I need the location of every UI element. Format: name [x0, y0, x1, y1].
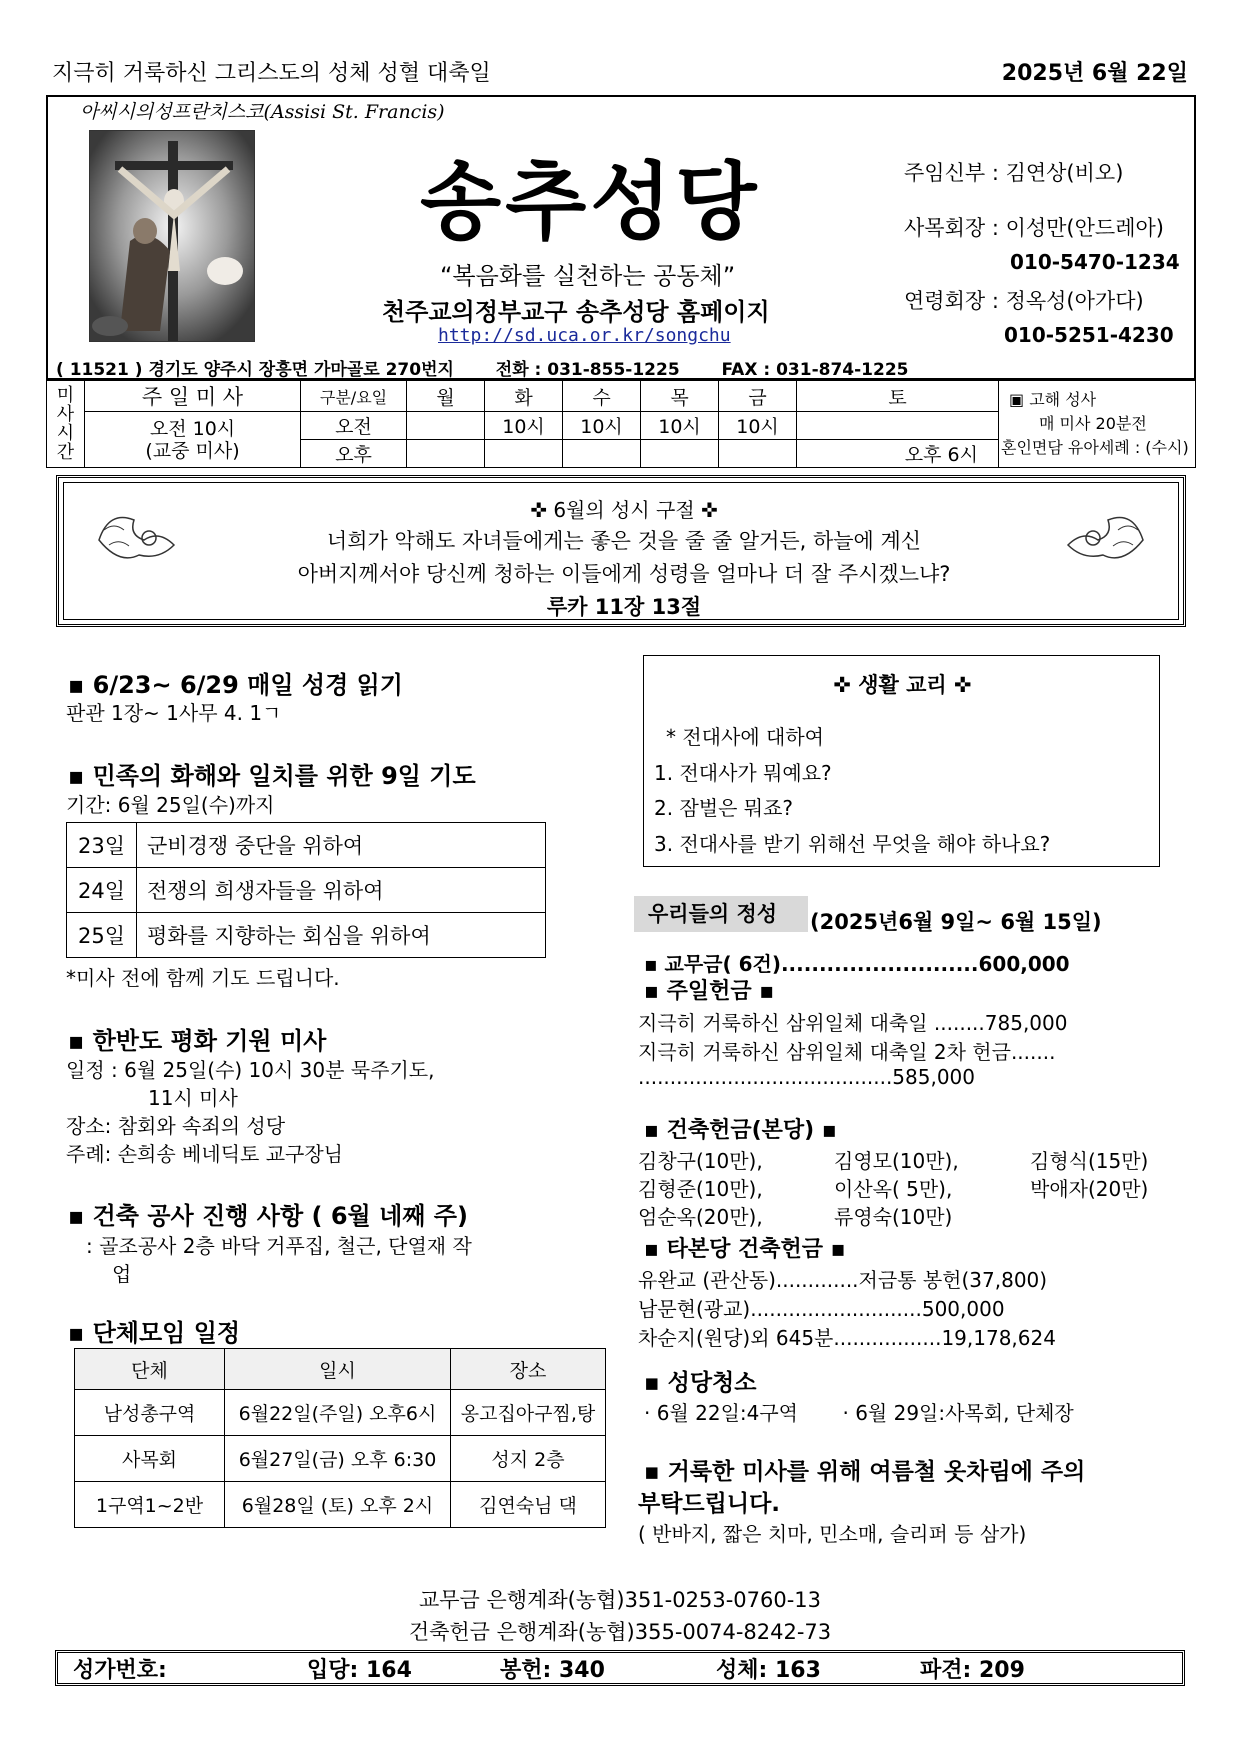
building-donors-row-3: 엄순옥(20만), 류영숙(10만) [638, 1205, 953, 1229]
phone-number: 전화 : 031-855-1225 [495, 360, 680, 380]
funeral-society-president: 연령회장 : 정옥성(아가다) [904, 289, 1144, 313]
council-president: 사목회장 : 이성만(안드레아) [904, 216, 1164, 240]
day-fri: 금 [719, 381, 797, 412]
doctrine-item-3: 3. 전대사를 받기 위해선 무엇을 해야 하나요? [654, 832, 1051, 856]
am-sat [797, 412, 999, 440]
prayer-note: *미사 전에 함께 기도 드립니다. [66, 966, 340, 990]
sunday-mass-time: 오전 10시 (교중 미사) [85, 412, 301, 468]
funeral-society-phone: 010-5251-4230 [1004, 323, 1174, 347]
am-label: 오전 [301, 412, 407, 440]
sunday-mass-header: 주 일 미 사 [85, 381, 301, 412]
st-francis-image [89, 130, 255, 342]
day-tue: 화 [485, 381, 563, 412]
sunday-collection-line-2: 지극히 거룩하신 삼위일체 대축일 2차 헌금....... [638, 1040, 1056, 1064]
doctrine-item-2: 2. 잠벌은 뭐죠? [654, 796, 794, 820]
prayer-period: 기간: 6월 25일(수)까지 [66, 793, 275, 817]
hymn-label: 성가번호: [73, 1658, 167, 1683]
hymn-entrance: 입당: 164 [307, 1658, 412, 1683]
doctrine-box [643, 655, 1160, 867]
bulletin-date: 2025년 6월 22일 [1001, 61, 1188, 86]
verse-line-1: 너희가 악해도 자녀들에게는 좋은 것을 줄 줄 알거든, 하늘에 계신 [326, 529, 922, 553]
pm-tue [485, 440, 563, 468]
parish-dues-line: ▪ 교무금( 6건)..........................600,000 [644, 952, 1070, 976]
confession-info: ▣ 고해 성사 매 미사 20분전 혼인면담 유아세례 : (수시) [999, 381, 1196, 468]
doctrine-item-1: 1. 전대사가 뭐예요? [654, 761, 832, 785]
mass-schedule-table [46, 380, 1196, 468]
am-wed: 10시 [563, 412, 641, 440]
peace-mass-schedule: 일정 : 6월 25일(수) 10시 30분 묵주기도, [66, 1058, 435, 1082]
table-row: 24일 전쟁의 희생자들을 위하여 [67, 868, 546, 913]
bulletin-feast-title: 지극히 거룩하신 그리스도의 성체 성혈 대축일 [52, 61, 491, 86]
building-fund-title: ▪ 건축헌금(본당) ▪ [644, 1118, 837, 1143]
fax-number: FAX : 031-874-1225 [721, 360, 909, 380]
group-meetings-title: ▪ 단체모임 일정 [68, 1319, 241, 1347]
verse-title: ✜ 6월의 성시 구절 ✜ [530, 498, 718, 522]
day-wed: 수 [563, 381, 641, 412]
council-phone: 010-5470-1234 [1010, 250, 1180, 274]
table-row: 남성총구역 6월22일(주일) 오후6시 옹고집아구찜,탕 [75, 1390, 606, 1436]
peace-mass-title: ▪ 한반도 평화 기원 미사 [68, 1027, 327, 1055]
peace-mass-celebrant: 주례: 손희송 베네딕토 교구장님 [66, 1142, 343, 1166]
offering-tag: 우리들의 정성 [634, 896, 808, 932]
other-parish-line-2: 남문현(광교)...........................500,000 [638, 1297, 1005, 1321]
am-mon [407, 412, 485, 440]
monthly-verse-box [56, 475, 1186, 627]
building-fund-bank-account: 건축헌금 은행계좌(농협)355-0074-8242-73 [408, 1620, 832, 1644]
diocese-homepage-label: 천주교의정부교구 송추성당 홈페이지 [382, 298, 770, 326]
church-name: 송추성당 [420, 153, 761, 251]
pm-thu [641, 440, 719, 468]
prayer-intentions-table [66, 822, 546, 958]
other-parish-line-1: 유완교 (관산동).............저금통 봉헌(37,800) [638, 1268, 1048, 1292]
hymn-dismissal: 파견: 209 [920, 1658, 1025, 1683]
hymn-communion: 성체: 163 [716, 1658, 821, 1683]
attire-notice-line-1: ▪ 거룩한 미사를 위해 여름철 옷차림에 주의 [644, 1459, 1086, 1485]
verse-reference: 루카 11장 13절 [546, 595, 702, 619]
patron-saint-label: 아씨시의성프란치스코(Assisi St. Francis) [80, 101, 445, 123]
day-thu: 목 [641, 381, 719, 412]
building-donors-row-2: 김형준(10만), 이산옥( 5만), 박애자(20만) [638, 1177, 1149, 1201]
church-address [56, 355, 908, 380]
prayer-novena-title: ▪ 민족의 화해와 일치를 위한 9일 기도 [68, 762, 476, 790]
building-donors-row-1: 김창구(10만), 김영모(10만), 김형식(15만) [638, 1149, 1149, 1173]
sunday-collection-title: ▪ 주일헌금 ▪ [644, 979, 775, 1004]
table-row: 23일 군비경쟁 중단을 위하여 [67, 823, 546, 868]
pm-sat: 오후 6시 [797, 440, 999, 468]
pm-wed [563, 440, 641, 468]
mass-time-side-label: 미 사 시 간 [47, 381, 85, 468]
pm-label: 오후 [301, 440, 407, 468]
crucifix-illustration [90, 131, 255, 342]
other-parish-fund-title: ▪ 타본당 건축헌금 ▪ [644, 1237, 846, 1262]
pm-fri [719, 440, 797, 468]
doctrine-intro: * 전대사에 대하여 [666, 725, 824, 749]
parish-dues-bank-account: 교무금 은행계좌(농협)351-0253-0760-13 [418, 1588, 822, 1612]
table-row: 사목회 6월27일(금) 오후 6:30 성지 2층 [75, 1436, 606, 1482]
am-fri: 10시 [719, 412, 797, 440]
sunday-collection-line-1: 지극히 거룩하신 삼위일체 대축일 ........785,000 [638, 1011, 1068, 1035]
pastor-name: 주임신부 : 김연상(비오) [904, 161, 1124, 185]
church-motto: “복음화를 실천하는 공동체” [440, 262, 736, 290]
construction-detail: : 골조공사 2층 바닥 거푸집, 철근, 단열재 작 [86, 1234, 472, 1258]
bible-reading-range: 판관 1장~ 1사무 4. 1ㄱ [66, 701, 282, 725]
offering-period: (2025년6월 9일~ 6월 15일) [810, 910, 1102, 934]
construction-detail-cont: 업 [112, 1262, 132, 1286]
day-mon: 월 [407, 381, 485, 412]
group-meetings-table: 단체 일시 장소 남성총구역 6월22일(주일) 오후6시 옹고집아구찜,탕 사목회 6월27일(금) 오후 6:30 성지 2층 1구역1~2반 6월28일 (토) 오후 2시 김연숙님 댁 [74, 1348, 606, 1528]
peace-mass-time: 11시 미사 [148, 1086, 238, 1110]
weekday-column-label: 구분/요일 [301, 381, 407, 412]
other-parish-line-3: 차순지(원당)외 645분.................19,178,624 [638, 1326, 1056, 1350]
table-row: 1구역1~2반 6월28일 (토) 오후 2시 김연숙님 댁 [75, 1482, 606, 1528]
pm-mon [407, 440, 485, 468]
am-thu: 10시 [641, 412, 719, 440]
construction-title: ▪ 건축 공사 진행 사항 ( 6월 네째 주) [68, 1202, 468, 1230]
attire-notice-detail: ( 반바지, 짧은 치마, 민소매, 슬리퍼 등 삼가) [638, 1522, 1027, 1546]
homepage-link[interactable]: http://sd.uca.or.kr/songchu [438, 325, 731, 346]
cleaning-title: ▪ 성당청소 [644, 1370, 757, 1396]
verse-line-2: 아버지께서야 당신께 청하는 이들에게 성령을 얼마나 더 잘 주시겠느냐? [297, 562, 951, 586]
table-row: 25일 평화를 지향하는 회심을 위하여 [67, 913, 546, 958]
am-tue: 10시 [485, 412, 563, 440]
sunday-collection-line-3: ........................................585,000 [638, 1065, 976, 1089]
attire-notice-line-2: 부탁드립니다. [638, 1491, 781, 1517]
address: ( 11521 ) 경기도 양주시 장흥면 가마골로 270번지 [56, 360, 454, 380]
bible-reading-title: ▪ 6/23~ 6/29 매일 성경 읽기 [68, 671, 403, 699]
day-sat: 토 [797, 381, 999, 412]
hymn-offertory: 봉헌: 340 [500, 1658, 605, 1683]
cleaning-schedule: · 6월 22일:4구역 · 6월 29일:사목회, 단체장 [644, 1401, 1074, 1425]
doctrine-title: ✜ 생활 교리 ✜ [833, 673, 972, 697]
peace-mass-location: 장소: 참회와 속죄의 성당 [66, 1114, 286, 1138]
